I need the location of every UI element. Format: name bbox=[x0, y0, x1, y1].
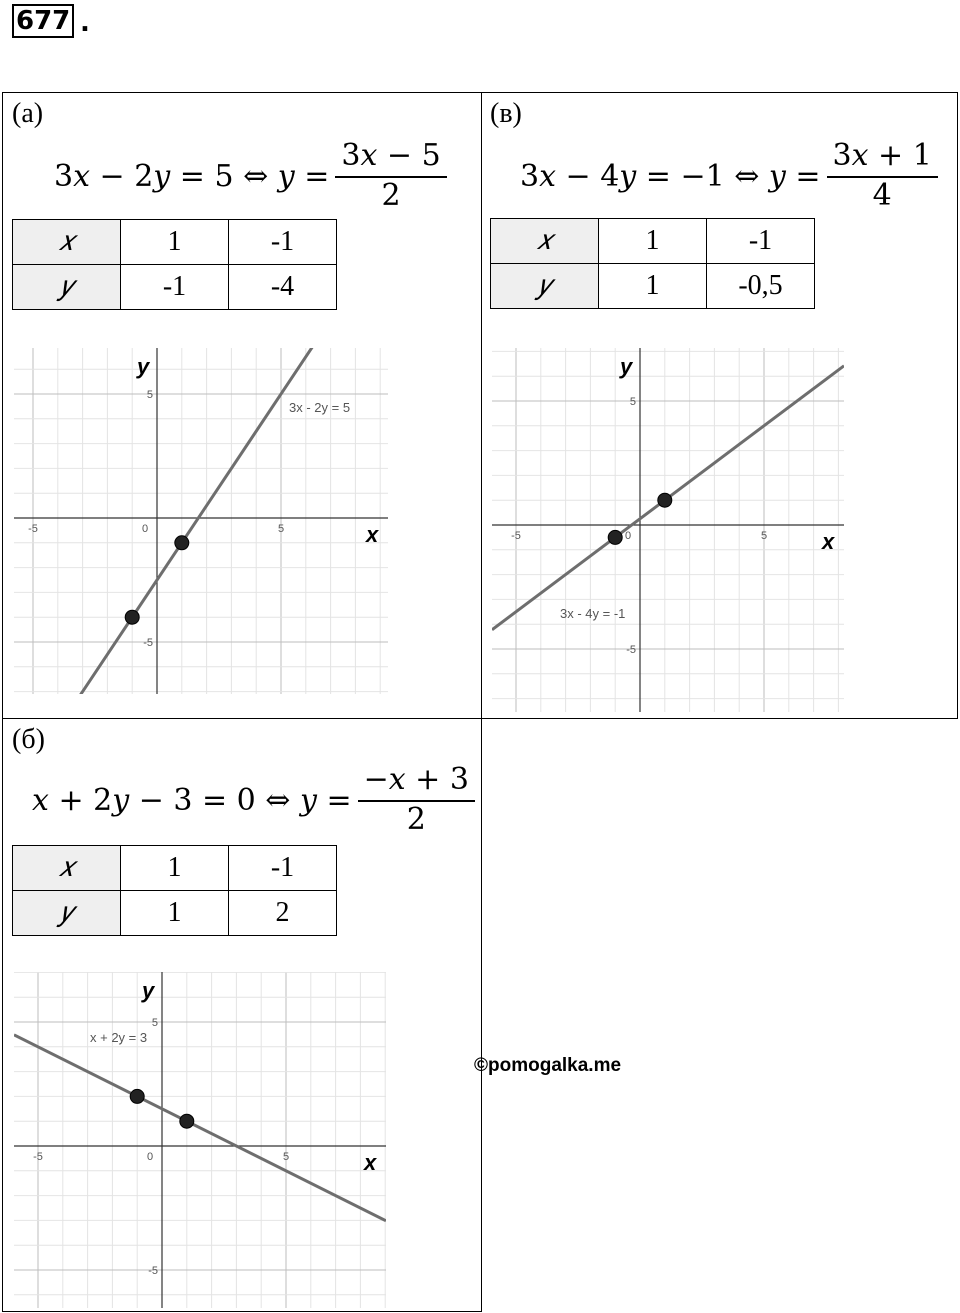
table-row-x bbox=[491, 219, 815, 264]
table-cell: -1 bbox=[121, 265, 229, 310]
x-tick-label: 5 bbox=[760, 530, 768, 542]
watermark: ©pomogalka.me bbox=[474, 1055, 622, 1076]
table-cell: -4 bbox=[229, 265, 337, 310]
panel-b-label: (б) bbox=[12, 724, 45, 755]
fraction-numerator: −𝑥 + 3 bbox=[358, 762, 475, 802]
x-tick-label: -5 bbox=[511, 530, 521, 542]
data-point bbox=[658, 493, 672, 507]
table-row-x bbox=[13, 220, 337, 265]
panel-v-label: (в) bbox=[490, 98, 522, 129]
fraction bbox=[358, 762, 475, 838]
y-tick-label: 5 bbox=[151, 1017, 158, 1029]
fraction-denominator: 2 bbox=[406, 802, 426, 837]
table-cell: 1 bbox=[121, 891, 229, 936]
y-axis-label: y bbox=[137, 354, 150, 379]
panel-b-value-table bbox=[12, 845, 337, 936]
table-header-y: 𝑦 bbox=[13, 265, 121, 310]
x-tick-label: 5 bbox=[282, 1151, 290, 1163]
table-cell: 1 bbox=[599, 219, 707, 264]
function-line bbox=[14, 1035, 386, 1221]
panel-b-equation bbox=[32, 762, 475, 838]
fraction-denominator: 4 bbox=[872, 178, 892, 213]
table-header-y: 𝑦 bbox=[13, 891, 121, 936]
table-cell: 1 bbox=[121, 220, 229, 265]
table-header-y: 𝑦 bbox=[491, 264, 599, 309]
table-row-y bbox=[13, 891, 337, 936]
panel-a-label: (а) bbox=[12, 98, 44, 129]
equation-left: 𝑥 + 2𝑦 − 3 = 0 ⇔ 𝑦 = bbox=[32, 782, 352, 818]
origin-label: 0 bbox=[146, 1151, 154, 1163]
table-header-x: 𝑥 bbox=[491, 219, 599, 264]
table-cell: 1 bbox=[121, 846, 229, 891]
table-row-y bbox=[13, 265, 337, 310]
y-tick-label: 5 bbox=[629, 396, 636, 408]
fraction bbox=[827, 138, 938, 214]
x-tick-label: -5 bbox=[33, 1151, 43, 1163]
x-axis-label: x bbox=[364, 1150, 377, 1175]
fraction bbox=[335, 138, 446, 214]
problem-number-dot: . bbox=[80, 8, 90, 38]
y-axis-label: y bbox=[620, 354, 633, 379]
table-cell: 2 bbox=[229, 891, 337, 936]
table-cell: 1 bbox=[599, 264, 707, 309]
panel-a-equation bbox=[54, 138, 447, 214]
panel-v-graph bbox=[492, 348, 844, 712]
table-row-y bbox=[491, 264, 815, 309]
table-header-x: 𝑥 bbox=[13, 846, 121, 891]
fraction-numerator: 3𝑥 − 5 bbox=[335, 138, 446, 178]
table-cell: -1 bbox=[229, 220, 337, 265]
x-tick-label: -5 bbox=[28, 523, 38, 535]
fraction-denominator: 2 bbox=[381, 178, 401, 213]
y-tick-label: -5 bbox=[148, 1265, 158, 1277]
line-label: 3x - 2y = 5 bbox=[289, 400, 351, 415]
line-label: 3x - 4y = -1 bbox=[560, 606, 626, 621]
data-point bbox=[180, 1114, 194, 1128]
y-axis-label: y bbox=[142, 978, 155, 1003]
y-tick-label: -5 bbox=[626, 644, 636, 656]
x-axis-label: x bbox=[822, 529, 835, 554]
origin-label: 0 bbox=[624, 530, 632, 542]
equation-left: 3𝑥 − 4𝑦 = −1 ⇔ 𝑦 = bbox=[520, 158, 821, 194]
panel-v-equation bbox=[520, 138, 938, 214]
equation-left: 3𝑥 − 2𝑦 = 5 ⇔ 𝑦 = bbox=[54, 158, 330, 194]
line-label: x + 2y = 3 bbox=[90, 1030, 148, 1045]
table-row-x bbox=[13, 846, 337, 891]
x-axis-label: x bbox=[366, 522, 379, 547]
origin-label: 0 bbox=[141, 523, 149, 535]
table-cell: -1 bbox=[707, 219, 815, 264]
panel-b-graph bbox=[14, 972, 386, 1308]
panel-v-value-table bbox=[490, 218, 815, 309]
data-point bbox=[175, 536, 189, 550]
table-cell: -1 bbox=[229, 846, 337, 891]
table-header-x: 𝑥 bbox=[13, 220, 121, 265]
data-point bbox=[608, 530, 622, 544]
data-point bbox=[130, 1089, 144, 1103]
x-tick-label: 5 bbox=[277, 523, 285, 535]
data-point bbox=[125, 610, 139, 624]
problem-number: 677 bbox=[12, 4, 74, 38]
panel-a-value-table bbox=[12, 219, 337, 310]
y-tick-label: -5 bbox=[143, 637, 153, 649]
table-cell: -0,5 bbox=[707, 264, 815, 309]
y-tick-label: 5 bbox=[146, 389, 153, 401]
panel-a-graph bbox=[14, 348, 388, 694]
fraction-numerator: 3𝑥 + 1 bbox=[827, 138, 938, 178]
